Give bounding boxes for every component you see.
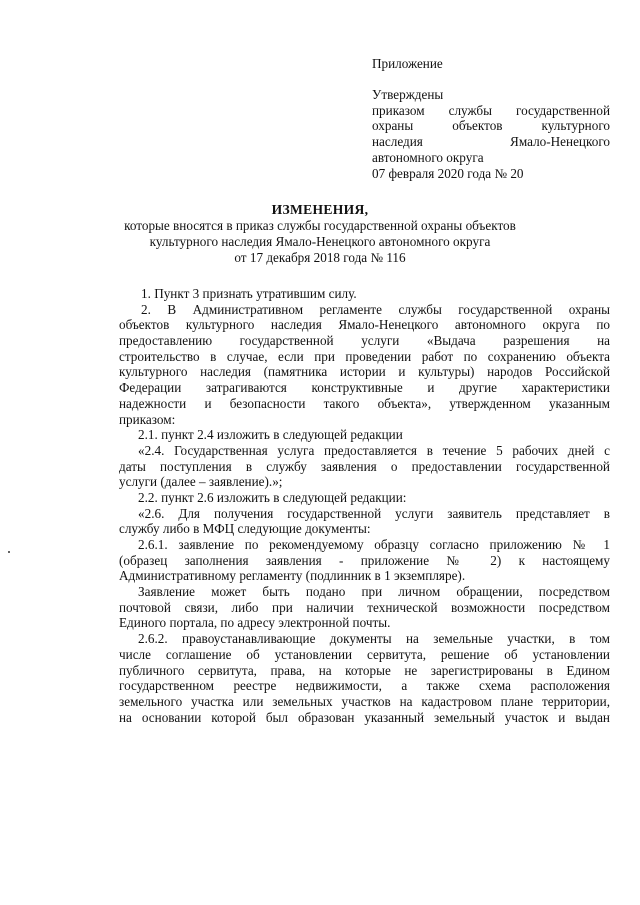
document-body — [119, 286, 610, 725]
body-line: 2. В Административном регламенте службы государственной охраны — [141, 301, 610, 317]
approval-block — [372, 87, 610, 181]
title-block — [120, 202, 520, 265]
approval-line: приказом службы государственной — [372, 102, 610, 118]
body-line: почтовой связи, либо при наличии технической возможности посредством — [119, 599, 610, 615]
body-line: даты поступления в службу заявления о предоставлении государственной — [119, 458, 610, 474]
body-line: государственном реестре недвижимости, а также схема расположения — [119, 678, 610, 694]
body-line: (образец заполнения заявления - приложение № 2) к настоящему — [119, 552, 610, 568]
document-subtitle — [120, 218, 520, 265]
body-line: 2.6.1. заявление по рекомендуемому образцу согласно приложению № 1 — [138, 537, 610, 552]
body-line: объектов культурного наследия Ямало-Ненецкого автономного округа по — [119, 317, 610, 333]
body-line: на основании которой был образован указанный земельный участок и выдан — [119, 709, 610, 725]
document-title: ИЗМЕНЕНИЯ, — [271, 202, 369, 217]
body-line: услуги (далее – заявление).»; — [119, 474, 283, 490]
body-line: числе соглашение об установлении сервитута, решение об установлении — [119, 646, 610, 662]
body-line: земельного участка или земельных участков на кадастровом плане территории, — [119, 693, 610, 709]
body-line: «2.4. Государственная услуга предоставляется в течение 5 рабочих дней с — [138, 442, 610, 458]
appendix-label: Приложение — [372, 56, 443, 71]
body-line: Единого портала, по адресу электронной почты. — [119, 615, 391, 631]
approval-date: 07 февраля 2020 года № 20 — [372, 165, 524, 181]
body-line: 2.2. пункт 2.6 изложить в следующей редакции: — [138, 489, 407, 505]
body-line: культурного наследия (памятника истории и культуры) народов Российской — [119, 364, 610, 380]
scan-speck — [8, 551, 10, 553]
subtitle-line: культурного наследия Ямало-Ненецкого автономного округа — [149, 233, 491, 249]
body-line: надежности и безопасности такого объекта», утвержденном указанным — [119, 395, 610, 411]
body-line: 2.1. пункт 2.4 изложить в следующей редакции — [138, 427, 403, 443]
body-line: Заявление может быть подано при личном обращении, посредством — [138, 584, 610, 600]
body-line: 2.6.2. правоустанавливающие документы на земельные участки, в том — [138, 631, 610, 647]
body-line: службу либо в МФЦ следующие документы: — [119, 521, 371, 537]
subtitle-line: которые вносятся в приказ службы государственной охраны объектов — [124, 218, 516, 233]
body-line: «2.6. Для получения государственной услуги заявитель представляет в — [138, 505, 610, 521]
body-line: строительство в случае, если при проведении работ по сохранению объекта — [119, 348, 610, 364]
body-line: 1. Пункт 3 признать утратившим силу. — [141, 286, 357, 301]
body-line: Федерации затрагиваются конструктивные и другие характеристики — [119, 380, 610, 396]
approval-line: охраны объектов культурного — [372, 118, 610, 134]
approval-line: автономного округа — [372, 149, 484, 165]
approval-label: Утверждены — [372, 87, 444, 102]
body-line: приказом: — [119, 411, 176, 427]
body-line: предоставлению государственной услуги «Выдача разрешения на — [119, 333, 610, 349]
approval-line: наследия Ямало-Ненецкого — [372, 134, 610, 150]
body-line: Административному регламенту (подлинник в 1 экземпляре). — [119, 568, 466, 584]
body-line: публичного сервитута, права, на которые не зарегистрированы в Едином — [119, 662, 610, 678]
subtitle-line: от 17 декабря 2018 года № 116 — [234, 249, 406, 265]
